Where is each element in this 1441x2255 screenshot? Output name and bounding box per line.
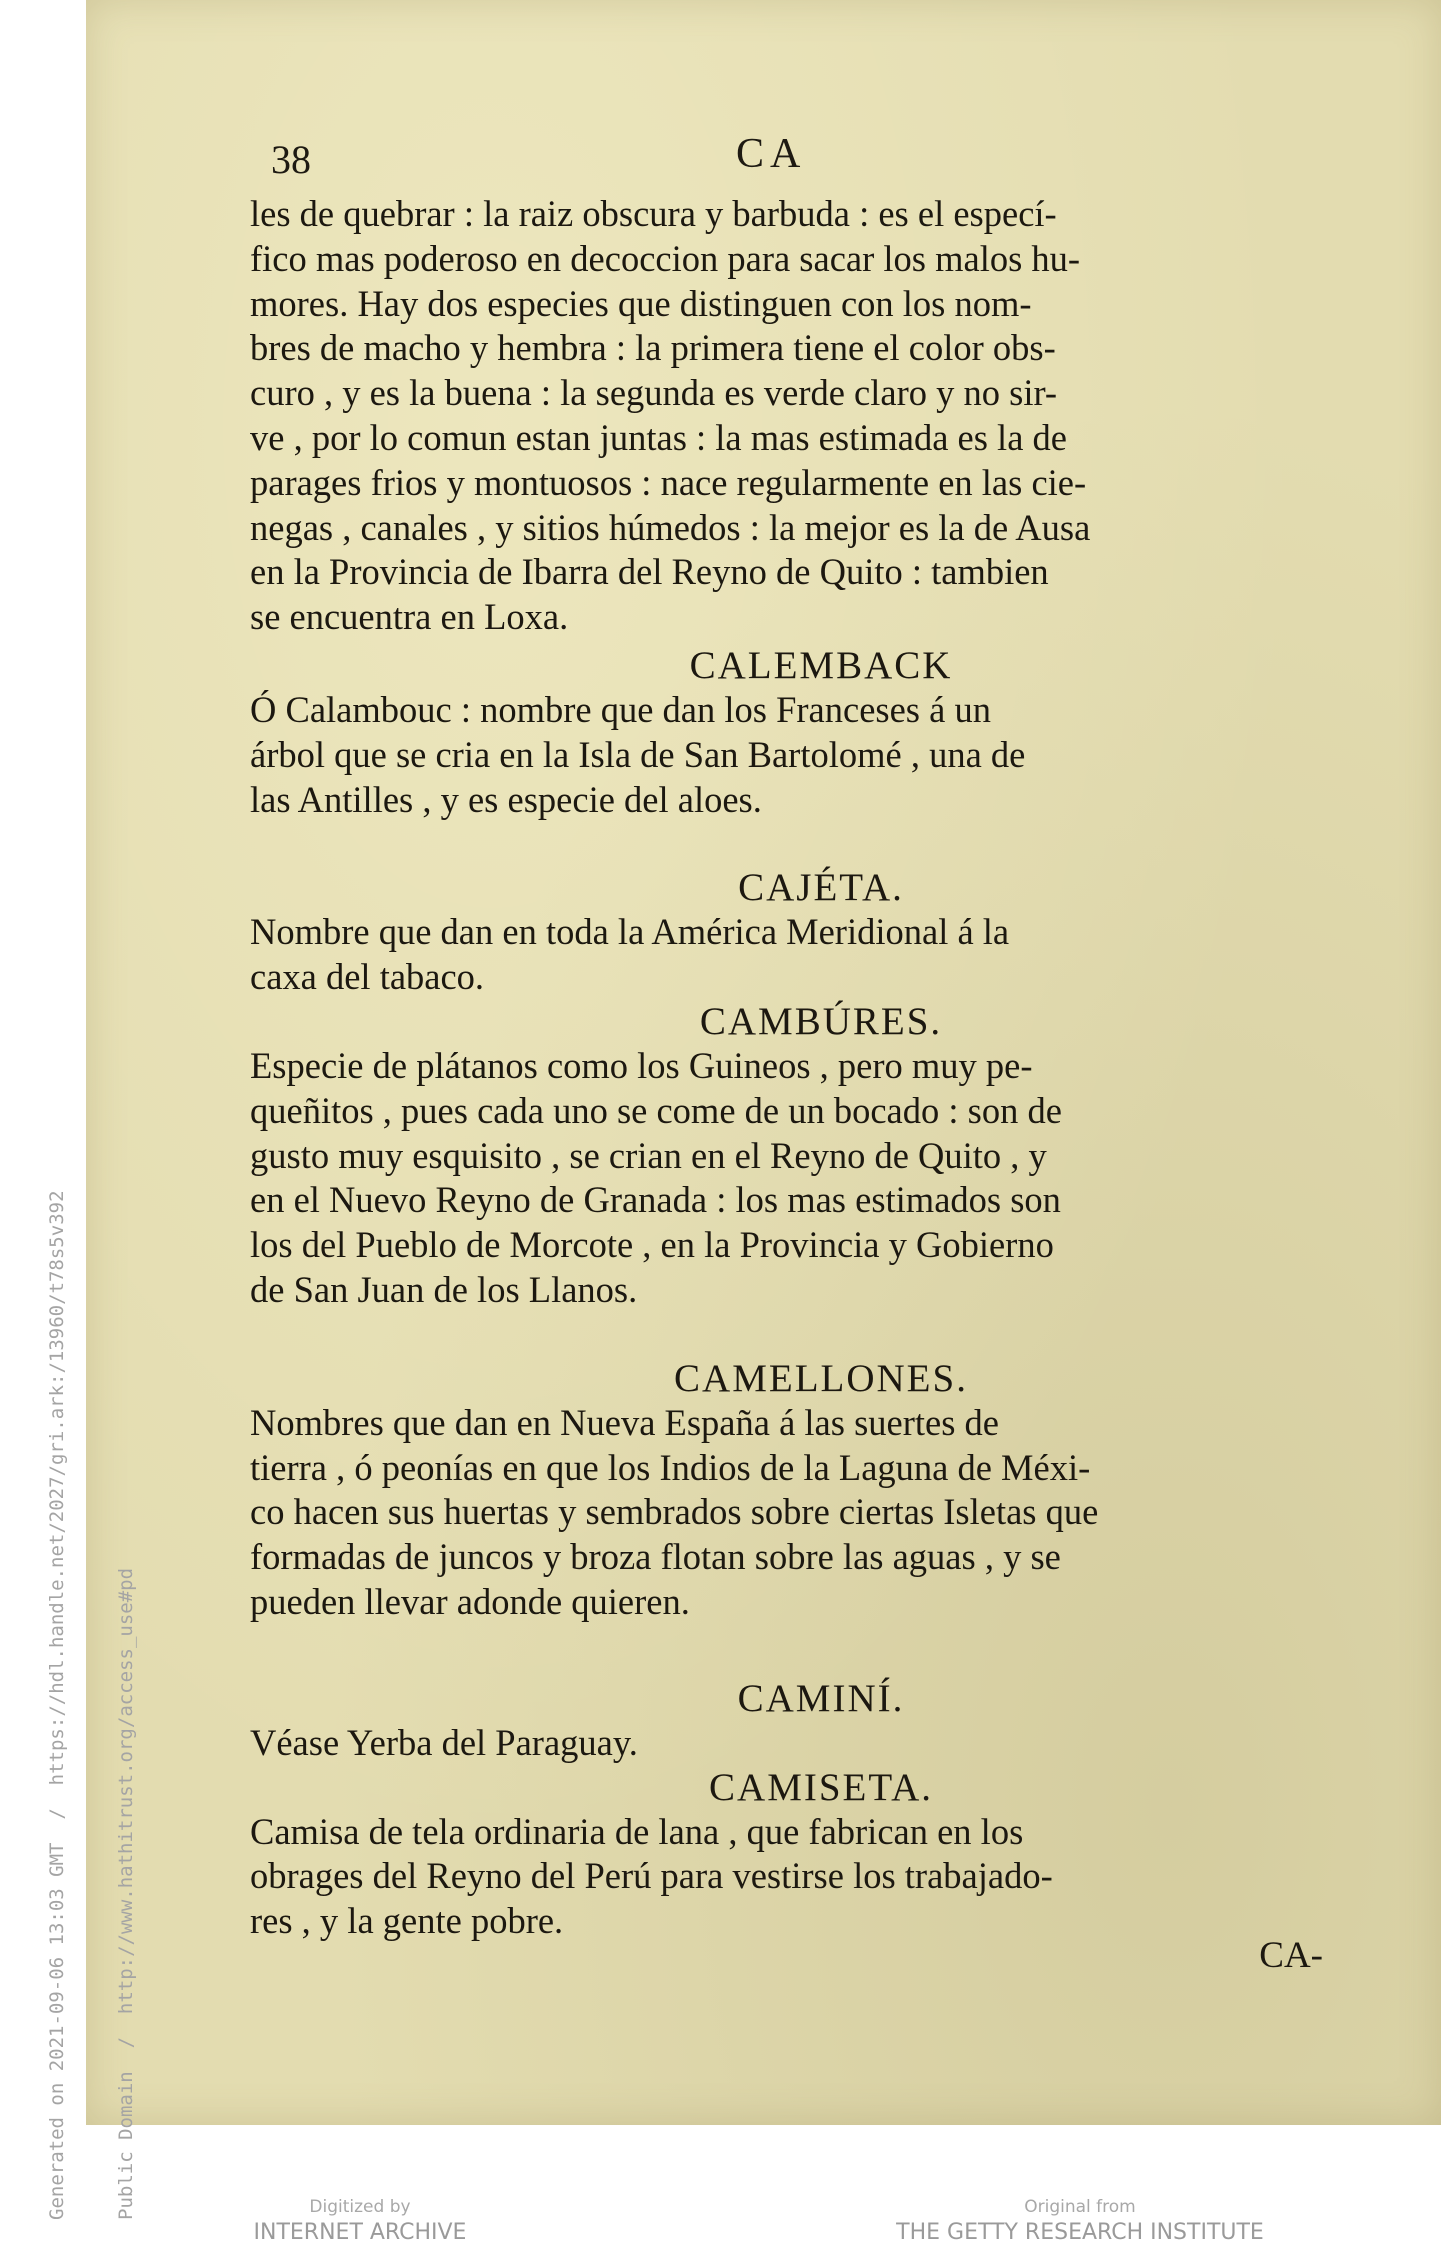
digitized-by-label: Digitized by (309, 2197, 411, 2217)
entry-text-camini: Véase Yerba del Paraguay. (250, 1721, 638, 1763)
entry-text-camiseta: Camisa de tela ordinaria de lana , que fabrican en los obrages del Reyno del Perú para vestirse los trabajado- res , y la gente pobre. (250, 1810, 1053, 1942)
entry-heading-cajeta: CAJÉTA. (738, 866, 904, 910)
generation-stamp-line: Generated on 2021-09-06 13:03 GMT / https://hdl.handle.net/2027/gri.ark:/13960/t78s5v392 (46, 1190, 68, 2220)
entry-heading-cambures: CAMBÚRES. (699, 999, 943, 1043)
page-number: 38 (271, 137, 311, 182)
internet-archive-label: INTERNET ARCHIVE (253, 2220, 467, 2245)
entry-heading-camini: CAMINÍ. (737, 1676, 905, 1720)
original-from-label: Original from (1024, 2197, 1136, 2217)
entry-heading-camiseta: CAMISETA. (709, 1765, 933, 1809)
entry-continuation-text: les de quebrar : la raiz obscura y barbuda : es el especí- fico mas poderoso en decoccion para sacar los malos hu- mores. Hay dos especies que distinguen con los nom- bres de macho y hembra : la primera tiene el color obs- curo , y es la buena : la segunda es verde claro y no sir- ve , por lo comun estan juntas : la mas estimada es la de parages frios y montuosos : nace regularmente en las cie- negas , canales , y sitios húmedos : la mejor es la de Ausa en la Provincia de Ibarra del Reyno de Quito : tambien se encuentra en Loxa. (250, 193, 1091, 638)
entry-text-cajeta: Nombre que dan en toda la América Meridional á la caxa del tabaco. (250, 911, 1010, 998)
generation-stamp (0, 970, 161, 2220)
running-head (86, 128, 1441, 182)
entry-heading-calemback: CALEMBACK (689, 643, 953, 687)
entry-text-cambures: Especie de plátanos como los Guineos , pero muy pe- queñitos , pues cada uno se come de un bocado : son de gusto muy esquisito , se crian en el Reyno de Quito , y en el Nuevo Reyno de Granada : los mas estimados son los del Pueblo de Morcote , en la Provincia y Gobierno de San Juan de los Llanos. (250, 1044, 1062, 1310)
text-column (250, 192, 1392, 1944)
rights-stamp-line: Public Domain / http://www.hathitrust.org/access_use#pd (115, 1567, 137, 2220)
digitized-by-credit (200, 2196, 520, 2248)
original-from-credit (850, 2196, 1310, 2248)
running-head-word: CA (736, 131, 807, 177)
entry-text-camellones: Nombres que dan en Nueva España á las suertes de tierra , ó peonías en que los Indios de la Laguna de Méxi- co hacen sus huertas y sembrados sobre ciertas Isletas que formadas de juncos y broza flotan sobre las aguas , y se pueden llevar adonde quieren. (250, 1401, 1099, 1622)
scanned-page (86, 0, 1441, 2125)
catchword: CA- (1259, 1935, 1323, 1976)
getty-institute-label: THE GETTY RESEARCH INSTITUTE (896, 2220, 1264, 2245)
entry-heading-camellones: CAMELLONES. (674, 1356, 968, 1400)
entry-text-calemback: Ó Calambouc : nombre que dan los Franceses á un árbol que se cria en la Isla de San Bartolomé , una de las Antilles , y es especie del aloes. (250, 688, 1026, 820)
